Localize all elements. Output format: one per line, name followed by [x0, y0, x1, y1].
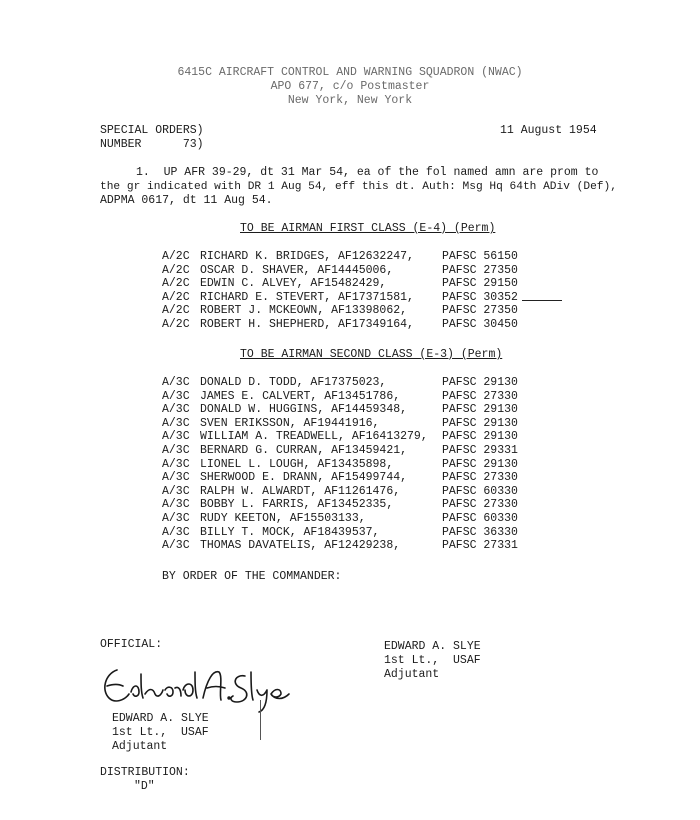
roster-afsc: PAFSC 27330 [442, 498, 518, 512]
signature-tick [260, 700, 261, 740]
roster-row [162, 390, 522, 404]
roster-afsc: PAFSC 30450 [442, 318, 518, 331]
roster-afsc: PAFSC 30352 [442, 290, 518, 304]
signature-block-rank: 1st Lt., USAF [384, 654, 481, 667]
roster-grade: A/2C [162, 304, 190, 318]
roster-row [162, 264, 522, 278]
handwritten-signature [95, 660, 295, 716]
apo-line: APO 677, c/o Postmaster [270, 80, 430, 93]
roster-afsc: PAFSC 27330 [442, 389, 518, 403]
roster-name: ROBERT J. MCKEOWN, AF13398062, [200, 304, 408, 318]
paragraph-line-1: 1. UP AFR 39-29, dt 31 Mar 54, ea of the fol named amn are prom to [136, 166, 599, 179]
roster-name: LIONEL L. LOUGH, AF13435898, [200, 457, 394, 471]
roster-row [162, 417, 522, 431]
roster-name: SVEN ERIKSSON, AF19441916, [200, 416, 380, 430]
roster-afsc: PAFSC 60330 [442, 512, 518, 525]
roster-afsc: PAFSC 29130 [442, 376, 518, 389]
section-title-second-class: TO BE AIRMAN SECOND CLASS (E-3) (Perm) [240, 348, 503, 361]
roster-afsc: PAFSC 29331 [442, 444, 518, 457]
roster-row [162, 376, 522, 390]
roster-grade: A/3C [162, 457, 190, 471]
city-line: New York, New York [287, 94, 413, 107]
roster-row [162, 458, 522, 472]
marginal-mark [522, 300, 562, 301]
roster-row [162, 485, 522, 499]
special-orders-label: SPECIAL ORDERS) [100, 124, 204, 137]
roster-afsc: PAFSC 29130 [442, 416, 518, 430]
roster-name: DONALD W. HUGGINS, AF14459348, [200, 403, 408, 417]
roster-name: BILLY T. MOCK, AF18439537, [200, 525, 380, 539]
paragraph-line-3: ADPMA 0617, dt 11 Aug 54. [100, 194, 273, 207]
roster-grade: A/3C [162, 498, 190, 512]
roster-afsc: PAFSC 27331 [442, 539, 518, 553]
roster-name: RICHARD E. STEVERT, AF17371581, [200, 290, 414, 304]
roster-row [162, 277, 522, 291]
roster-name: RICHARD K. BRIDGES, AF12632247, [200, 250, 414, 263]
official-rank: 1st Lt., USAF [112, 726, 209, 739]
order-number-label: NUMBER 73) [100, 138, 204, 151]
roster-afsc: PAFSC 29130 [442, 403, 518, 417]
roster-grade: A/3C [162, 471, 190, 485]
roster-name: SHERWOOD E. DRANN, AF15499744, [200, 471, 408, 485]
official-title: Adjutant [112, 740, 168, 753]
roster-row [162, 539, 522, 553]
distribution-label: DISTRIBUTION: [100, 766, 190, 779]
roster-name: OSCAR D. SHAVER, AF14445006, [200, 263, 394, 277]
roster-grade: A/2C [162, 290, 190, 304]
paragraph-line-2: the gr indicated with DR 1 Aug 54, eff this dt. Auth: Msg Hq 64th ADiv (Def), [100, 181, 617, 193]
roster-row [162, 444, 522, 458]
signature-block-name: EDWARD A. SLYE [384, 640, 481, 653]
roster-afsc: PAFSC 27350 [442, 263, 518, 277]
roster-row [162, 250, 522, 264]
roster-afsc: PAFSC 29130 [442, 430, 518, 444]
distribution-value: "D" [134, 780, 155, 793]
roster-name: WILLIAM A. TREADWELL, AF16413279, [200, 430, 428, 444]
roster-name: JAMES E. CALVERT, AF13451786, [200, 389, 401, 403]
roster-name: BOBBY L. FARRIS, AF13452335, [200, 498, 394, 512]
roster-row [162, 498, 522, 512]
roster-row [162, 526, 522, 540]
roster-grade: A/3C [162, 416, 190, 430]
section-title-first-class: TO BE AIRMAN FIRST CLASS (E-4) (Perm) [240, 222, 496, 235]
roster-name: DONALD D. TODD, AF17375023, [200, 376, 387, 389]
roster-name: BERNARD G. CURRAN, AF13459421, [200, 444, 408, 457]
order-date: 11 August 1954 [500, 124, 597, 137]
roster-name: EDWIN C. ALVEY, AF15482429, [200, 277, 387, 291]
roster-afsc: PAFSC 36330 [442, 525, 518, 539]
roster-grade: A/3C [162, 539, 190, 553]
roster-row [162, 318, 522, 332]
roster-row [162, 512, 522, 526]
roster-grade: A/2C [162, 318, 190, 331]
roster-afsc: PAFSC 56150 [442, 250, 518, 263]
roster-grade: A/2C [162, 263, 190, 277]
roster-grade: A/3C [162, 484, 190, 498]
roster-row [162, 291, 522, 305]
roster-grade: A/3C [162, 430, 190, 444]
roster-grade: A/3C [162, 376, 190, 389]
roster-row [162, 471, 522, 485]
roster-afsc: PAFSC 27350 [442, 304, 518, 318]
roster-grade: A/3C [162, 512, 190, 525]
roster-row [162, 403, 522, 417]
roster-grade: A/3C [162, 389, 190, 403]
roster-name: RUDY KEETON, AF15503133, [200, 512, 366, 525]
roster-afsc: PAFSC 29130 [442, 457, 518, 471]
roster-name: RALPH W. ALWARDT, AF11261476, [200, 484, 401, 498]
roster-row [162, 304, 522, 318]
by-order-line: BY ORDER OF THE COMMANDER: [162, 570, 342, 583]
unit-heading: 6415C AIRCRAFT CONTROL AND WARNING SQUADRON (NWAC) [177, 66, 523, 79]
roster-afsc: PAFSC 29150 [442, 277, 518, 291]
roster-grade: A/3C [162, 444, 190, 457]
roster-grade: A/2C [162, 277, 190, 291]
roster-afsc: PAFSC 60330 [442, 484, 518, 498]
roster-grade: A/2C [162, 250, 190, 263]
roster-grade: A/3C [162, 525, 190, 539]
roster-name: ROBERT H. SHEPHERD, AF17349164, [200, 318, 414, 331]
roster-name: THOMAS DAVATELIS, AF12429238, [200, 539, 401, 553]
roster-row [162, 430, 522, 444]
roster-afsc: PAFSC 27330 [442, 471, 518, 485]
roster-grade: A/3C [162, 403, 190, 417]
signature-block-title: Adjutant [384, 668, 440, 681]
official-label: OFFICIAL: [100, 638, 163, 651]
official-name: EDWARD A. SLYE [112, 712, 209, 725]
